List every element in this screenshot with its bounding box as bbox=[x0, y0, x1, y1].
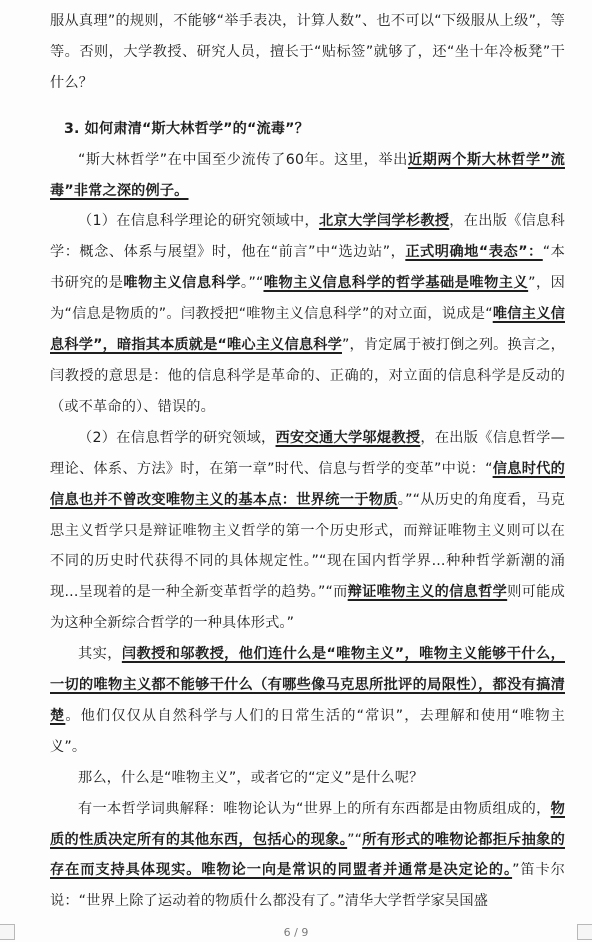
emphasized-text: 北京大学闫学杉教授 bbox=[318, 213, 450, 230]
text-run: 其实， bbox=[78, 646, 122, 663]
paragraph-critique bbox=[50, 639, 565, 763]
text-run: ”“ bbox=[347, 831, 363, 848]
emphasized-text: 信息时代的信息也并不曾改变唯物主义的基本点：世界统一于物质 bbox=[50, 460, 565, 508]
text-run: ”，肯定属于被打倒之列。换言之，闫教授的意思是：他的信息科学是革命的、正确的，对立面的信息科学是反动的（或不革命的）、错误的。 bbox=[50, 337, 565, 415]
emphasized-text: 近期两个斯大林哲学”流毒”非常之深的例子。 bbox=[50, 151, 565, 199]
text-run: 有一本哲学词典解释：唯物论认为“世界上的所有东西都是由物质组成的， bbox=[78, 800, 551, 817]
bold-text: 唯物主义信息科学 bbox=[123, 275, 241, 292]
emphasized-text: 唯物主义信息科学的哲学基础是唯物主义 bbox=[263, 275, 529, 292]
text-run: 。”“ bbox=[240, 275, 264, 292]
document-body bbox=[50, 6, 565, 917]
text-run: ”，因为“信息是物质的”。闫教授把“唯物主义信息科学”的对立面，说成是“ bbox=[50, 275, 565, 323]
emphasized-text: 物质的性质决定所有的其他东西，包括心的现象。 bbox=[50, 800, 565, 848]
text-run: “本书研究的是 bbox=[50, 244, 565, 292]
text-run: ”笛卡尔说：“世界上除了运动着的物质什么都没有了。”清华大学哲学家吴国盛 bbox=[50, 862, 565, 910]
text-run: 服从真理”的规则，不能够“举手表决，计算人数”、也不可以“下级服从上级”，等等。否则，大学教授、研究人员，擅长于“贴标签”就够了，还“坐十年冷板凳”干什么？ bbox=[50, 13, 565, 91]
text-run: 。”“从历史的角度看，马克思主义哲学只是辩证唯物主义哲学的第一个历史形式，而辩证唯物主义则可以在不同的历史时代获得不同的具体规定性。”“现在国内哲学界...种种哲学新潮的涌现...呈现着的是一种全新变革哲学的趋势。”“而 bbox=[50, 491, 565, 601]
section-heading: 3. 如何肃清“斯大林哲学”的“流毒”？ bbox=[64, 120, 309, 137]
emphasized-text: 所有形式的唯物论都拒斥抽象的存在而支持具体现实。唯物论一向是常识的同盟者并通常是决定论的。 bbox=[50, 831, 565, 879]
text-run: 。他们仅仅从自然科学与人们的日常生活的“常识”，去理解和使用“唯物主义”。 bbox=[50, 707, 566, 755]
text-run: “斯大林哲学”在中国至少流传了60年。这里，举出 bbox=[78, 151, 408, 168]
text-run: ，在出版《信息哲学—理论、体系、方法》时，在第一章”时代、信息与哲学的变革”中说：“ bbox=[50, 429, 565, 477]
page-indicator: 6 / 9 bbox=[283, 926, 309, 939]
page-corner-right bbox=[577, 924, 592, 940]
paragraph-intro-continuation bbox=[50, 6, 565, 99]
emphasized-text: 西安交通大学邬焜教授 bbox=[275, 429, 421, 446]
paragraph-definition bbox=[50, 794, 565, 918]
emphasized-text: 辩证唯物主义的信息哲学 bbox=[347, 584, 508, 601]
paragraph-example-2 bbox=[50, 423, 565, 639]
emphasized-text: 唯信主义信息科学”，暗指其本质就是“唯心主义信息科学 bbox=[50, 306, 565, 354]
text-run: 则可能成为这种全新综合哲学的一种具体形式。” bbox=[50, 584, 565, 632]
paragraph-example-1 bbox=[50, 206, 565, 422]
text-run: （2）在信息哲学的研究领域， bbox=[78, 429, 276, 446]
text-run: 那么，什么是“唯物主义”，或者它的“定义”是什么呢？ bbox=[78, 769, 424, 786]
paragraph-stalin-philosophy bbox=[50, 145, 565, 207]
text-run: ，在出版《信息科学：概念、体系与展望》时，他在“前言”中“选边站”， bbox=[50, 213, 565, 261]
paragraph-question bbox=[50, 763, 565, 794]
text-run: （1）在信息科学理论的研究领域中， bbox=[78, 213, 319, 230]
emphasized-text: 正式明确地“表态”： bbox=[405, 244, 543, 261]
emphasized-text: 闫教授和邬教授，他们连什么是“唯物主义”，唯物主义能够干什么，一切的唯物主义都不能够干什么（有哪些像马克思所批评的局限性），都没有搞清楚 bbox=[50, 646, 565, 724]
